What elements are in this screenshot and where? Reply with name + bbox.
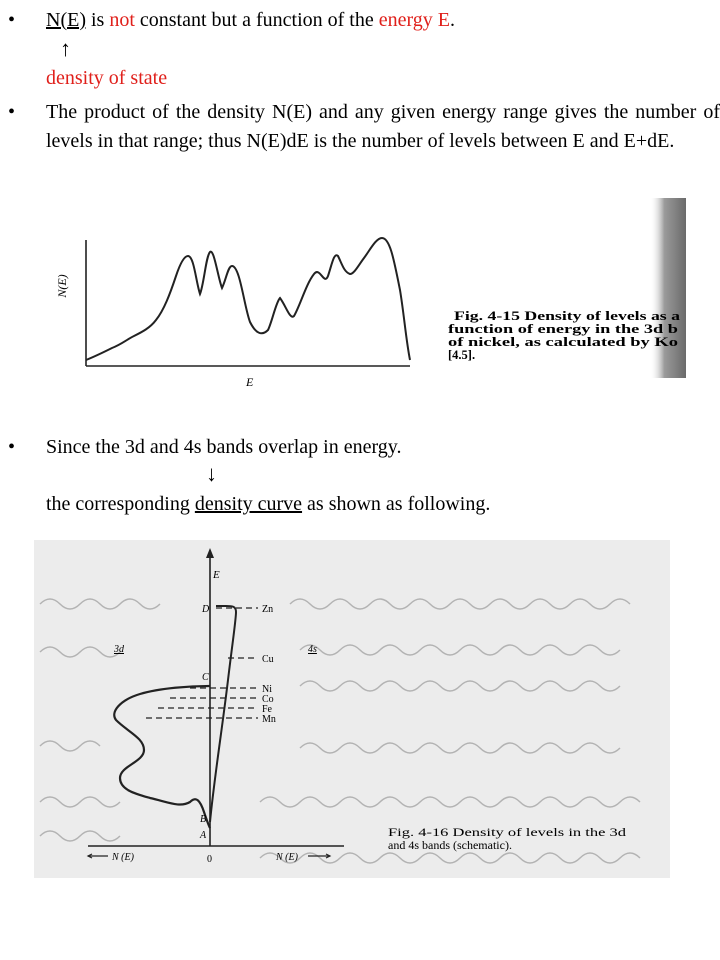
dos-curve xyxy=(86,238,410,360)
fe-label: Fe xyxy=(262,704,272,715)
zn-label: Zn xyxy=(262,604,274,615)
fig1-caption-line1: Fig. 4-15 Density of levels as a xyxy=(454,309,682,323)
4s-label: 4s xyxy=(308,644,317,655)
down-arrow-icon: ↓ xyxy=(206,461,217,486)
text-fragment: the corresponding xyxy=(46,493,195,515)
cu-label: Cu xyxy=(262,654,274,665)
left-n-e-label: N (E) xyxy=(112,852,134,863)
y-axis-label: N(E) xyxy=(55,274,69,298)
bullet-marker: • xyxy=(8,9,16,31)
fig1-caption-line4: [4.5]. xyxy=(448,348,476,362)
up-arrow-icon: ↑ xyxy=(60,36,71,61)
figure-4-15 xyxy=(0,190,720,430)
ne-term: N(E) xyxy=(46,9,86,31)
point-b-label: B xyxy=(200,814,207,825)
density-curve-term: density curve xyxy=(194,493,303,515)
bullet-1-text xyxy=(46,6,720,35)
co-label: Co xyxy=(262,694,274,705)
text-fragment: is xyxy=(85,9,110,31)
text-fragment: as shown as following. xyxy=(302,493,491,515)
scan-shadow xyxy=(650,198,686,378)
bullet-marker: • xyxy=(8,436,16,458)
ni-label: Ni xyxy=(262,684,272,695)
figure-4-16 xyxy=(0,540,720,880)
point-a-label: A xyxy=(200,830,207,841)
text-fragment: . xyxy=(450,9,455,31)
bullet-3-text: Since the 3d and 4s bands overlap in energy. xyxy=(46,436,402,458)
x-axis-label: E xyxy=(246,375,254,389)
mn-label: Mn xyxy=(262,714,276,725)
fig2-caption-line1: Fig. 4-16 Density of levels in the 3d xyxy=(388,825,626,839)
right-n-e-label: N (E) xyxy=(276,852,298,863)
energy-emphasis: energy E xyxy=(378,9,450,31)
bullet-marker: • xyxy=(8,101,16,123)
bullet-2-text: The product of the density N(E) and any given energy range gives the number of levels in that range; thus N(E)dE is the number of levels between E and E+dE. xyxy=(46,101,720,152)
density-of-state-note: density of state xyxy=(46,67,168,89)
fig2-caption-line2: and 4s bands (schematic). xyxy=(388,838,512,852)
3d-label: 3d xyxy=(114,644,124,655)
density-curve-line xyxy=(46,490,490,519)
text-fragment: constant but a function of the xyxy=(134,9,379,31)
point-c-label: C xyxy=(202,672,209,683)
point-d-label: D xyxy=(202,604,210,615)
fig1-caption-line3: of nickel, as calculated by Ko xyxy=(448,335,678,349)
not-emphasis: not xyxy=(109,9,135,31)
fig1-caption-line2: function of energy in the 3d b xyxy=(448,322,679,336)
origin-label: 0 xyxy=(207,854,212,865)
energy-axis-label: E xyxy=(213,569,220,581)
